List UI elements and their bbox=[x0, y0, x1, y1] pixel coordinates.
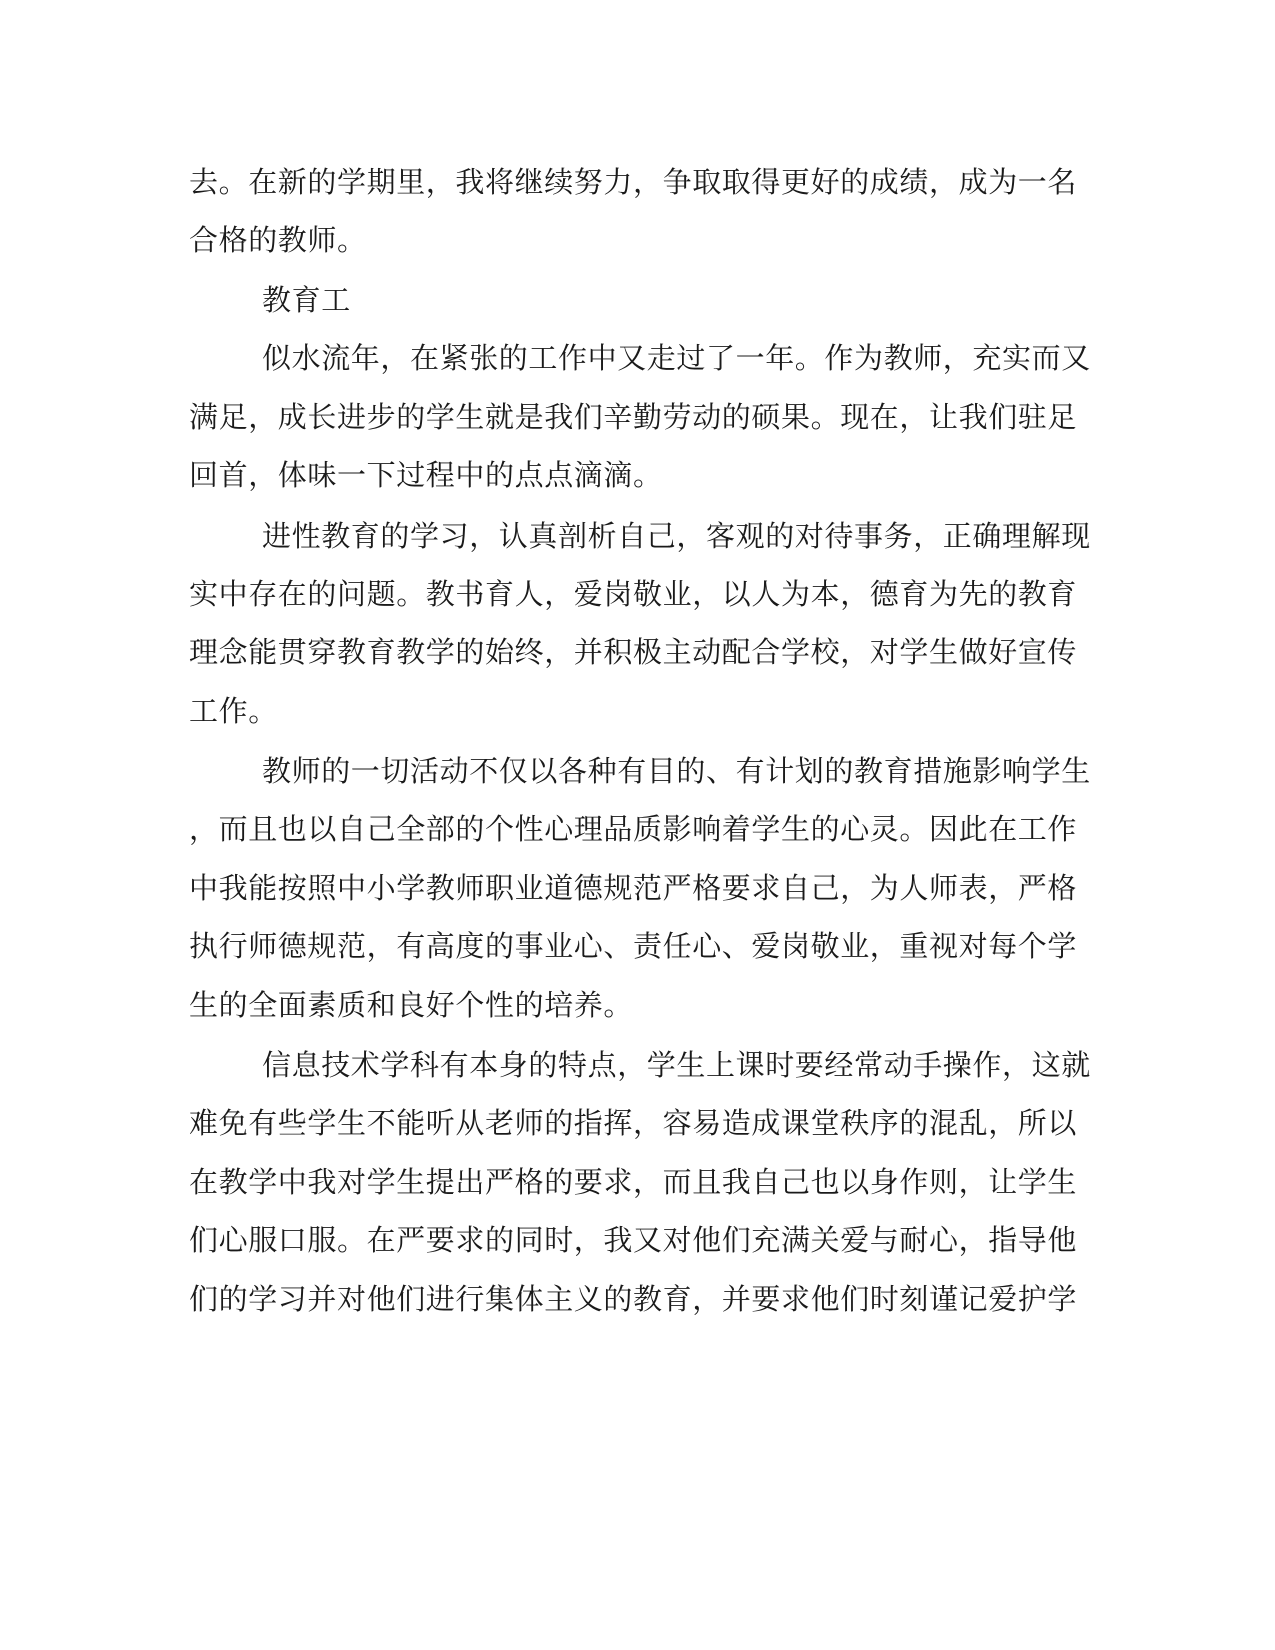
text-line: 难免有些学生不能听从老师的指挥，容易造成课堂秩序的混乱，所以 bbox=[189, 1106, 1078, 1140]
text-line: 理念能贯穿教育教学的始终，并积极主动配合学校，对学生做好宣传 bbox=[189, 635, 1078, 669]
text-line: 似水流年，在紧张的工作中又走过了一年。作为教师，充实而又 bbox=[262, 341, 1091, 375]
text-line: 去。在新的学期里，我将继续努力，争取取得更好的成绩，成为一名 bbox=[189, 165, 1078, 199]
text-line: 教师的一切活动不仅以各种有目的、有计划的教育措施影响学生 bbox=[262, 754, 1091, 788]
text-line: 信息技术学科有本身的特点，学生上课时要经常动手操作，这就 bbox=[262, 1048, 1091, 1082]
text-line: 执行师德规范，有高度的事业心、责任心、爱岗敬业，重视对每个学 bbox=[189, 929, 1078, 963]
text-line: 中我能按照中小学教师职业道德规范严格要求自己，为人师表，严格 bbox=[189, 871, 1078, 905]
text-line: 们的学习并对他们进行集体主义的教育，并要求他们时刻谨记爱护学 bbox=[189, 1282, 1078, 1316]
text-line: ，而且也以自己全部的个性心理品质影响着学生的心灵。因此在工作 bbox=[189, 812, 1078, 846]
text-line: 回首，体味一下过程中的点点滴滴。 bbox=[189, 458, 663, 492]
text-line: 们心服口服。在严要求的同时，我又对他们充满关爱与耐心，指导他 bbox=[189, 1223, 1078, 1257]
text-line: 进性教育的学习，认真剖析自己，客观的对待事务，正确理解现 bbox=[262, 519, 1091, 553]
text-line: 合格的教师。 bbox=[189, 223, 367, 257]
text-line: 实中存在的问题。教书育人，爱岗敬业，以人为本，德育为先的教育 bbox=[189, 577, 1078, 611]
text-line: 满足，成长进步的学生就是我们辛勤劳动的硕果。现在，让我们驻足 bbox=[189, 400, 1078, 434]
text-line: 工作。 bbox=[189, 694, 278, 728]
section-heading: 教育工 bbox=[262, 283, 351, 317]
text-line: 在教学中我对学生提出严格的要求，而且我自己也以身作则，让学生 bbox=[189, 1165, 1078, 1199]
text-line: 生的全面素质和良好个性的培养。 bbox=[189, 988, 634, 1022]
